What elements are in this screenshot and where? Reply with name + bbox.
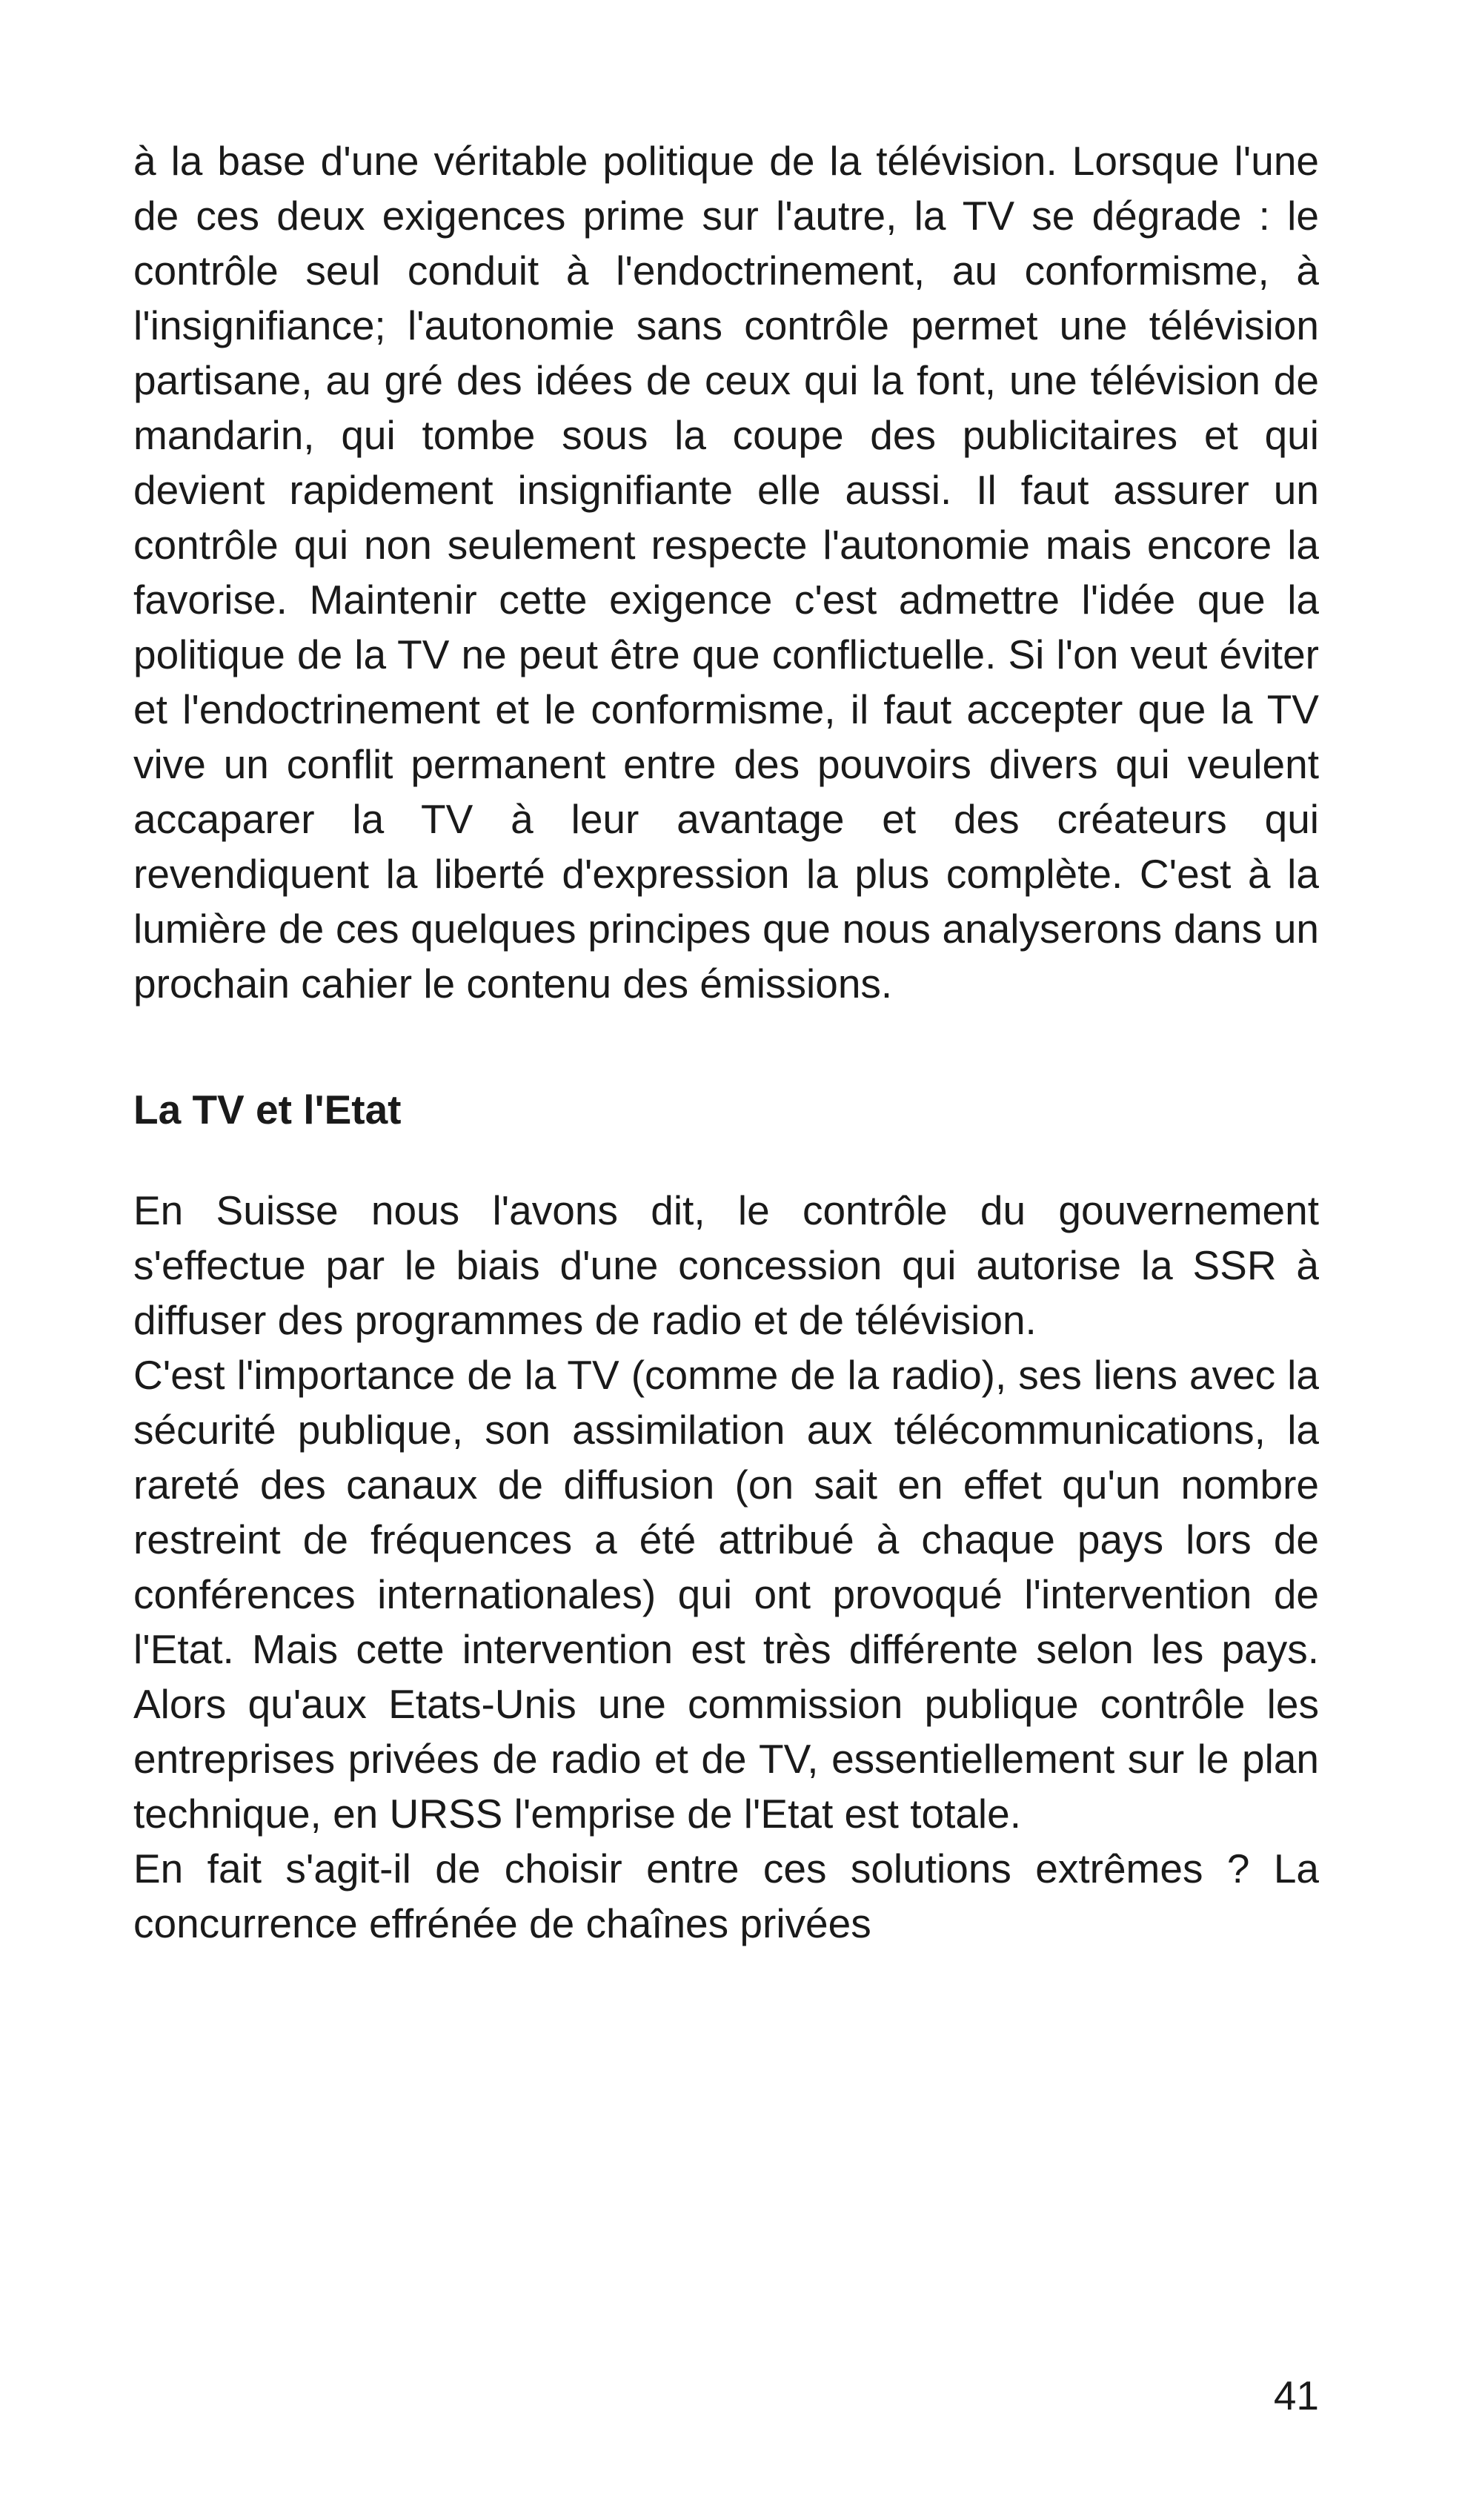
page-number: 41 [1273, 2373, 1319, 2418]
body-paragraph: En fait s'agit-il de choisir entre ces solutions extrêmes ? La concurrence effrénée de chaînes privées [133, 1846, 1319, 1946]
body-paragraph: C'est l'importance de la TV (comme de la radio), ses liens avec la sécurité publique, son assimilation aux télécommunications, la rareté des canaux de diffusion (on sait en effet qu'un nombre restreint de fréquences a été attribué à chaque pays lors de conférences internationales) qui ont provoqué l'intervention de l'Etat. Mais cette intervention est très différente selon les pays. Alors qu'aux Etats-Unis une commission publique contrôle les entreprises privées de radio et de TV, essentiellement sur le plan technique, en URSS l'emprise de l'Etat est totale. [133, 1352, 1319, 1837]
body-paragraph: à la base d'une véritable politique de la télévision. Lorsque l'une de ces deux exigences prime sur l'autre, la TV se dégrade : le contrôle seul conduit à l'endoctrinement, au conformisme, à l'insignifiance; l'autonomie sans contrôle permet une télévision partisane, au gré des idées de ceux qui la font, une télévision de mandarin, qui tombe sous la coupe des publicitaires et qui devient rapidement insignifiante elle aussi. Il faut assurer un contrôle qui non seulement respecte l'autonomie mais encore la favorise. Maintenir cette exigence c'est admettre l'idée que la politique de la TV ne peut être que conflictuelle. Si l'on veut éviter et l'endoctrinement et le conformisme, il faut accepter que la TV vive un conflit permanent entre des pouvoirs divers qui veulent accaparer la TV à leur avantage et des créateurs qui revendiquent la liberté d'expression la plus complète. C'est à la lumière de ces quelques principes que nous analyserons dans un prochain cahier le contenu des émissions. [133, 138, 1319, 1007]
body-paragraph: En Suisse nous l'avons dit, le contrôle du gouvernement s'effectue par le biais d'une concession qui autorise la SSR à diffuser des programmes de radio et de télévision. [133, 1187, 1319, 1343]
section-heading: La TV et l'Etat [133, 1087, 402, 1133]
page-body [133, 133, 1319, 1951]
